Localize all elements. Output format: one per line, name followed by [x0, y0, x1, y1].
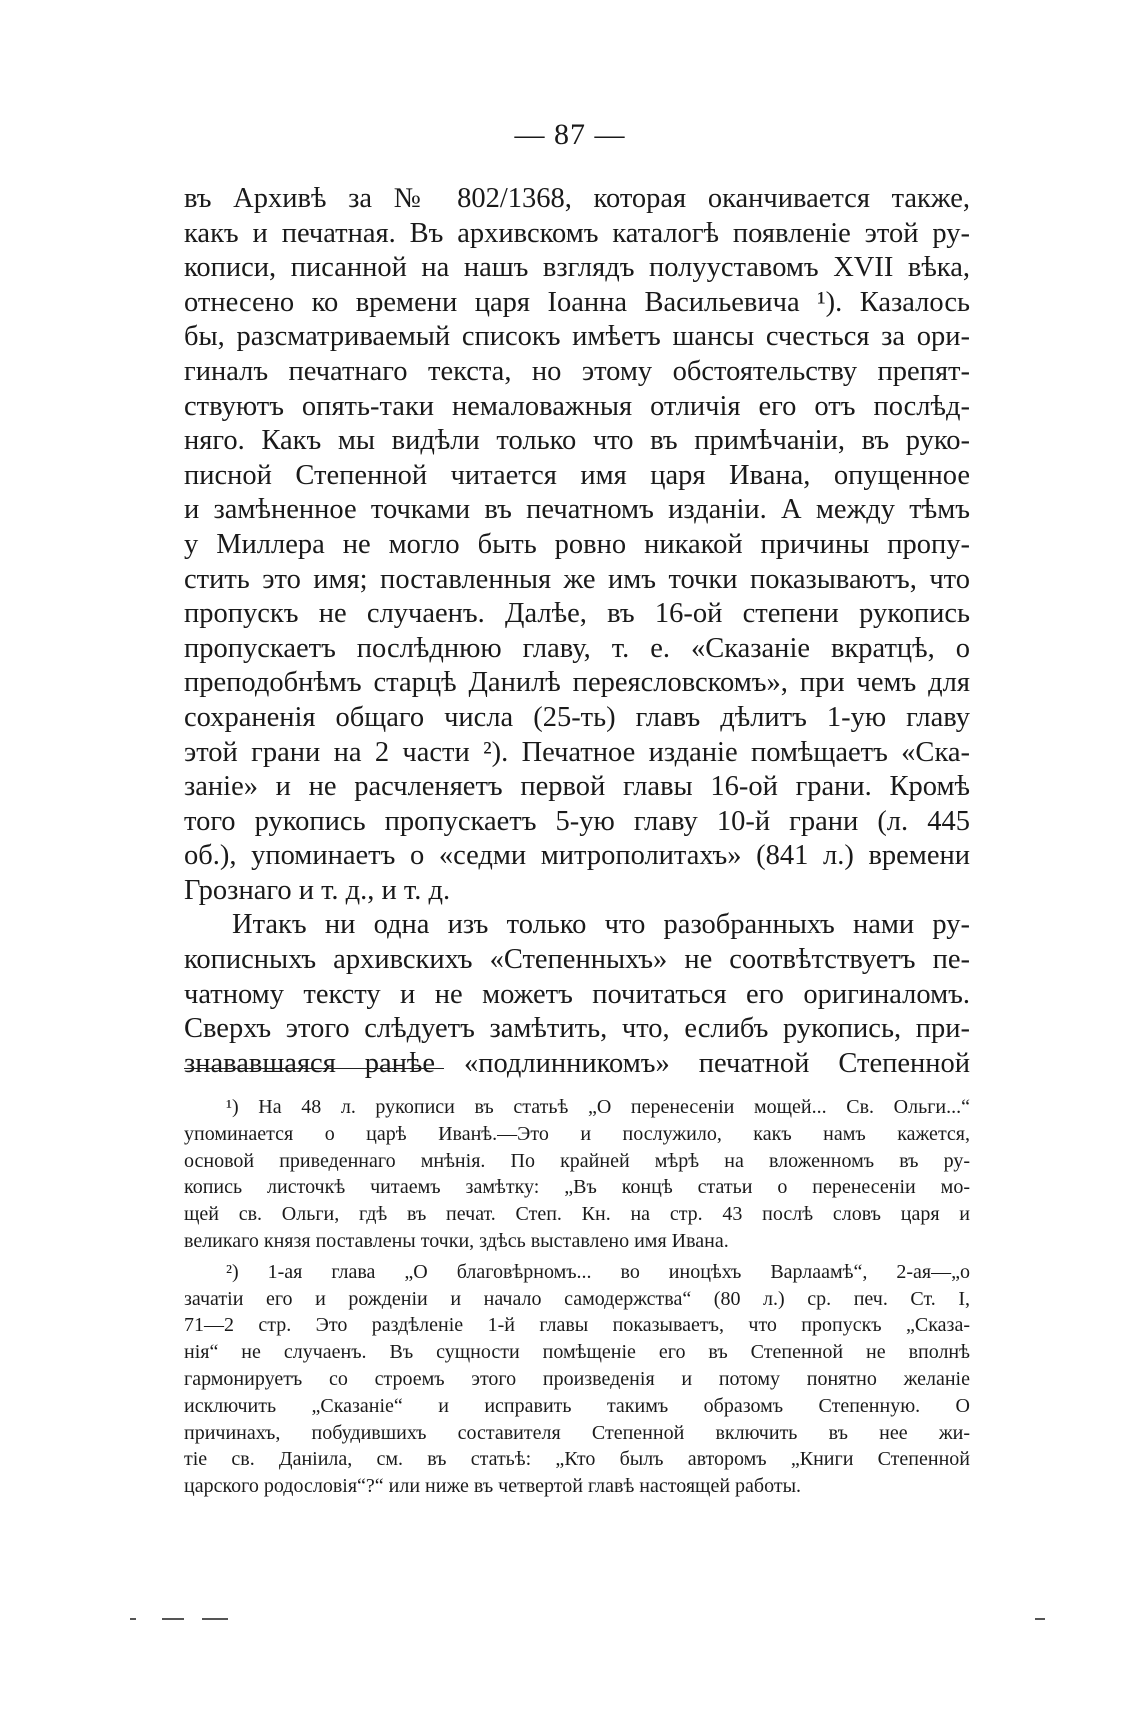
scan-speck [1035, 1618, 1045, 1620]
footnote-line: нія“ не случаенъ. Въ сущности помѣщеніе его въ Степенной не вполнѣ [184, 1341, 970, 1364]
text-line: Итакъ ни одна изъ только что разобранныхъ нами ру- [232, 909, 970, 941]
footnote-line: копись листочкѣ читаемъ замѣтку: „Въ концѣ статьи о перенесеніи мо- [184, 1176, 970, 1199]
text-line: знававшаяся ранѣе «подлинникомъ» печатной Степенной [184, 1047, 970, 1079]
text-line: преподобнѣмъ старцѣ Данилѣ переясловскомъ», при чемъ для [184, 667, 970, 699]
text-line: Сверхъ этого слѣдуетъ замѣтить, что, еслибъ рукопись, при- [184, 1013, 970, 1045]
text-line: бы, разсматриваемый списокъ имѣетъ шансы счесться за ори- [184, 321, 970, 353]
text-line: гиналъ печатнаго текста, но этому обстоятельству препят- [184, 355, 970, 387]
text-line: пропускаетъ послѣднюю главу, т. е. «Сказаніе вкратцѣ, о [184, 632, 970, 664]
scan-speck [202, 1618, 228, 1620]
footnote-line: царского родословія“?“ или ниже въ четвертой главѣ настоящей работы. [184, 1475, 802, 1498]
text-line: об.), упоминаетъ о «седми митрополитахъ» (841 л.) времени [184, 840, 970, 872]
text-line: какъ и печатная. Въ архивскомъ каталогѣ появленіе этой ру- [184, 217, 970, 249]
scan-speck [162, 1618, 184, 1620]
text-line: сохраненія общаго числа (25-ть) главъ дѣлитъ 1-ую главу [184, 701, 970, 733]
footnote-line: зачатіи его и рожденіи и начало самодержства“ (80 л.) ср. печ. Ст. I, [184, 1287, 970, 1310]
text-line: отнесено ко времени царя Іоанна Васильевича ¹). Казалось [184, 286, 970, 318]
text-line: и замѣненное точками въ печатномъ изданіи. А между тѣмъ [184, 494, 970, 526]
text-line: заніе» и не расчленяетъ первой главы 16-ой грани. Кромѣ [184, 771, 970, 803]
text-line: чатному тексту и не можетъ почитаться его оригиналомъ. [184, 978, 970, 1010]
text-line: писной Степенной читается имя царя Ивана, опущенное [184, 459, 970, 491]
footnote-line: гармонируетъ со строемъ этого произведенія и потому понятно желаніе [184, 1367, 970, 1390]
main-text [184, 182, 970, 1081]
text-line: кописныхъ архивскихъ «Степенныхъ» не соотвѣтствуетъ пе- [184, 944, 970, 976]
footnote-line: тіе св. Даніила, см. въ статьѣ: „Кто былъ авторомъ „Книги Степенной [184, 1448, 970, 1471]
text-line: пропускъ не случаенъ. Далѣе, въ 16-ой степени рукопись [184, 598, 970, 630]
footnotes [184, 1094, 970, 1500]
text-line: ствуютъ опять-таки немаловажныя отличія его отъ послѣд- [184, 390, 970, 422]
text-line: кописи, писанной на нашъ взглядъ полууставомъ XVII вѣка, [184, 252, 970, 284]
footnote-line: основой приведеннаго мнѣнія. По крайней мѣрѣ на вложенномъ въ ру- [184, 1149, 970, 1172]
footnote-rule [184, 1068, 444, 1069]
footnote-line: великаго князя поставлены точки, здѣсь выставлено имя Ивана. [184, 1229, 729, 1252]
footnote-line: ²) 1-ая глава „О благовѣрномъ... во иноцѣхъ Варлаамѣ“, 2-ая—„о [226, 1260, 970, 1283]
footnote-line: ¹) На 48 л. рукописи въ статьѣ „О перенесеніи мощей... Св. Ольги...“ [226, 1096, 970, 1118]
text-line: няго. Какъ мы видѣли только что въ примѣчаніи, въ руко- [184, 425, 970, 457]
text-line: у Миллера не могло быть ровно никакой причины пропу- [184, 528, 970, 560]
text-line: въ Архивѣ за № 802/1368, которая оканчивается также, [184, 183, 970, 214]
footnote-line: 71—2 стр. Это раздѣленіе 1-й главы показываетъ, что пропускъ „Сказа- [184, 1314, 970, 1337]
footnote-line: упоминается о царѣ Иванѣ.—Это и послужило, какъ намъ кажется, [184, 1122, 970, 1145]
text-line: стить это имя; поставленныя же имъ точки показываютъ, что [184, 563, 970, 595]
scan-specks [130, 1618, 1050, 1624]
footnote-line: исключить „Сказаніе“ и исправить такимъ образомъ Степенную. О [184, 1394, 970, 1417]
text-line: этой грани на 2 части ²). Печатное изданіе помѣщаетъ «Ска- [184, 736, 970, 768]
footnote-line: щей св. Ольги, гдѣ въ печат. Степ. Кн. на стр. 43 послѣ словъ царя и [184, 1203, 970, 1226]
footnote-line: причинахъ, побудившихъ составителя Степенной включить въ нее жи- [184, 1421, 970, 1444]
text-line: того рукопись пропускаетъ 5-ую главу 10-й грани (л. 445 [184, 805, 970, 837]
scan-speck [130, 1618, 136, 1620]
text-line: Грознаго и т. д., и т. д. [184, 874, 451, 906]
page-number: — 87 — [514, 118, 626, 151]
